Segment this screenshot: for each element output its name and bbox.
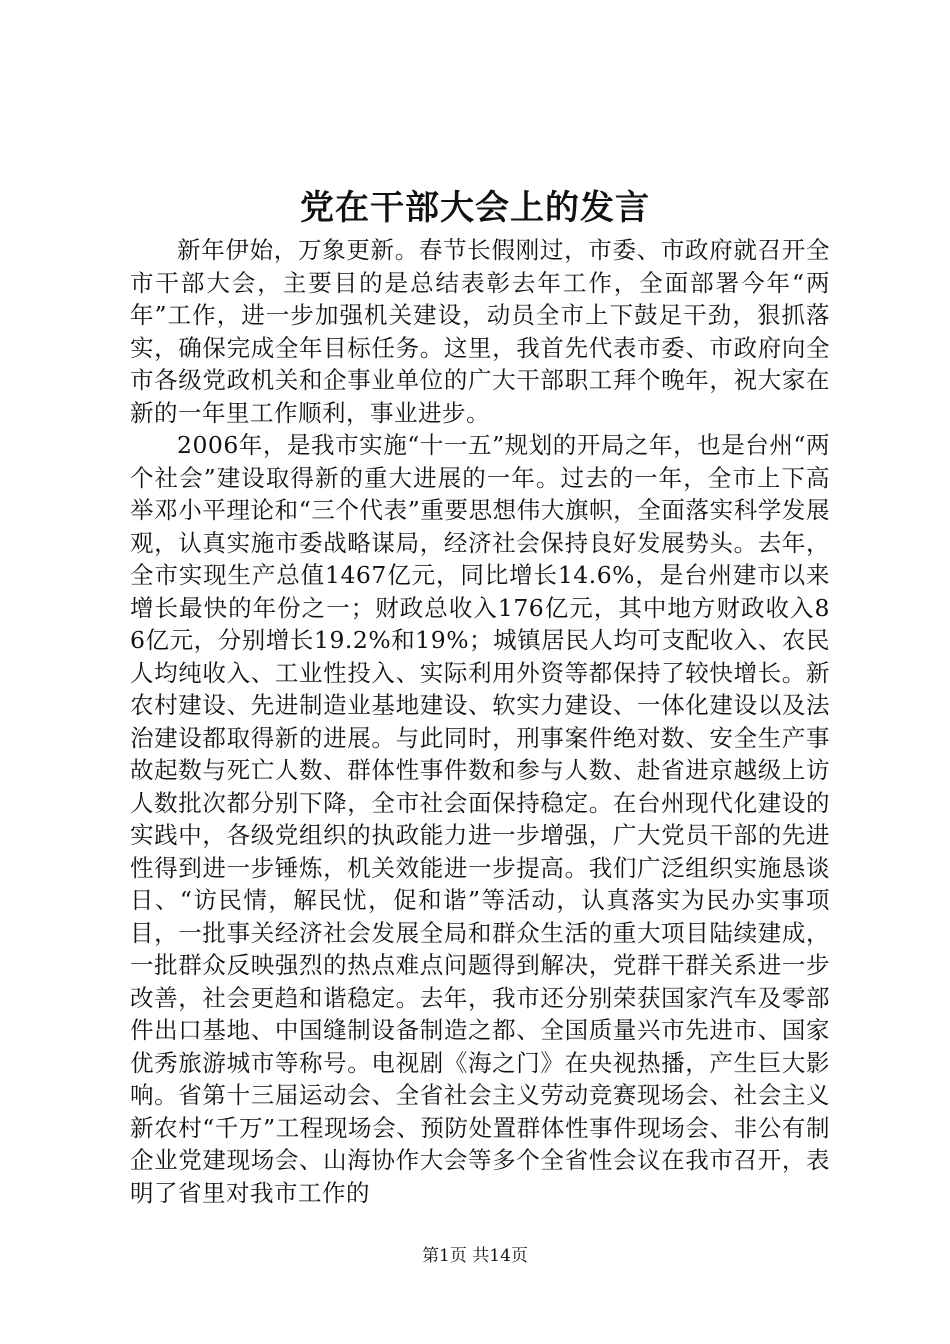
document-body xyxy=(130,234,830,1209)
paragraph-2: 2006年，是我市实施“十一五”规划的开局之年，也是台州“两个社会”建设取得新的重大进展的一年。过去的一年，全市上下高举邓小平理论和“三个代表”重要思想伟大旗帜，全面落实科学发展观，认真实施市委战略谋局，经济社会保持良好发展势头。去年，全市实现生产总值1467亿元，同比增长14.6%，是台州建市以来增长最快的年份之一；财政总收入176亿元，其中地方财政收入86亿元，分别增长19.2%和19%；城镇居民人均可支配收入、农民人均纯收入、工业性投入、实际利用外资等都保持了较快增长。新农村建设、先进制造业基地建设、软实力建设、一体化建设以及法治建设都取得新的进展。与此同时，刑事案件绝对数、安全生产事故起数与死亡人数、群体性事件数和参与人数、赴省进京越级上访人数批次都分别下降，全市社会面保持稳定。在台州现代化建设的实践中，各级党组织的执政能力进一步增强，广大党员干部的先进性得到进一步锤炼，机关效能进一步提高。我们广泛组织实施恳谈日、“访民情，解民忧，促和谐”等活动，认真落实为民办实事项目，一批事关经济社会发展全局和群众生活的重大项目陆续建成，一批群众反映强烈的热点难点问题得到解决，党群干群关系进一步改善，社会更趋和谐稳定。去年，我市还分别荣获国家汽车及零部件出口基地、中国缝制设备制造之都、全国质量兴市先进市、国家优秀旅游城市等称号。电视剧《海之门》在央视热播，产生巨大影响。省第十三届运动会、全省社会主义劳动竞赛现场会、社会主义新农村“千万”工程现场会、预防处置群体性事件现场会、非公有制企业党建现场会、山海协作大会等多个全省性会议在我市召开，表明了省里对我市工作的 xyxy=(130,431,830,1207)
paragraph-1: 新年伊始，万象更新。春节长假刚过，市委、市政府就召开全市干部大会，主要目的是总结表彰去年工作，全面部署今年“两年”工作，进一步加强机关建设，动员全市上下鼓足干劲，狠抓落实，确保完成全年目标任务。这里，我首先代表市委、市政府向全市各级党政机关和企事业单位的广大干部职工拜个晚年，祝大家在新的一年里工作顺利，事业进步。 xyxy=(130,236,830,427)
document-title: 党在干部大会上的发言 xyxy=(300,188,650,228)
page-number-footer: 第1页 共14页 xyxy=(422,1246,528,1266)
